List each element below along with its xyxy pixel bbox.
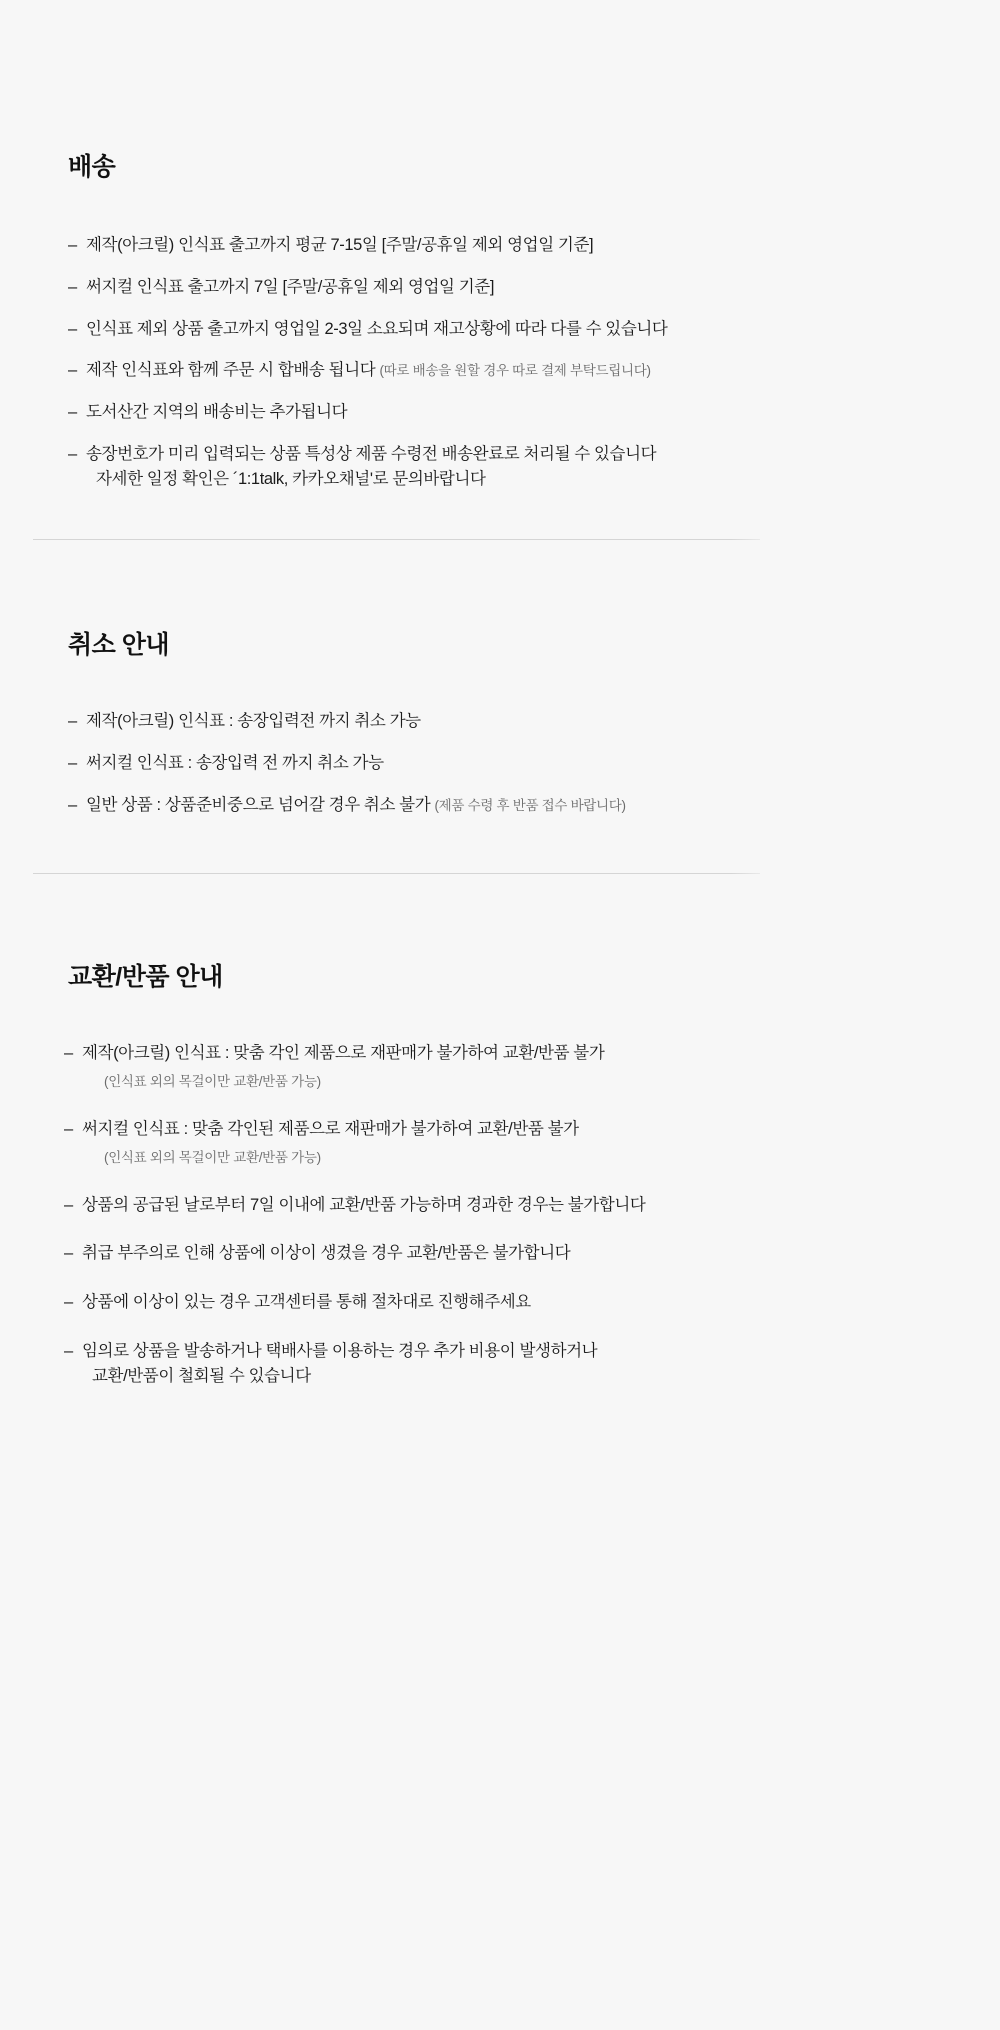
list-item-text: 송장번호가 미리 입력되는 상품 특성상 제품 수령전 배송완료로 처리될 수 있습니다 <box>86 444 657 463</box>
list-item-body <box>86 358 908 383</box>
list-item-body <box>82 1117 924 1169</box>
exchange-return-list <box>64 1041 924 1389</box>
list-item-text: 상품에 이상이 있는 경우 고객센터를 통해 절차대로 진행해주세요 <box>82 1293 531 1311</box>
list-item-body <box>86 275 908 300</box>
delivery-list <box>68 233 908 491</box>
list-item <box>68 709 908 734</box>
list-item <box>64 1041 924 1093</box>
list-item <box>68 233 908 258</box>
list-item-body <box>82 1193 924 1218</box>
list-item-body <box>82 1339 924 1389</box>
list-item-text: 도서산간 지역의 배송비는 추가됩니다 <box>86 403 348 421</box>
section-title-delivery: 배송 <box>68 153 116 181</box>
list-item-text-line2: 교환/반품이 철회될 수 있습니다 <box>92 1366 311 1385</box>
section-title-exchange-return: 교환/반품 안내 <box>68 962 223 991</box>
list-item-body <box>86 793 908 818</box>
list-item-body <box>86 233 908 258</box>
divider <box>33 539 760 540</box>
list-item-text: 제작(아크릴) 인식표 출고까지 평균 7-15일 [주말/공휴일 제외 영업일 기준] <box>86 236 594 254</box>
bullet-dash: – <box>64 1341 73 1360</box>
list-item <box>64 1117 924 1169</box>
list-item <box>64 1193 924 1218</box>
section-title-cancel: 취소 안내 <box>68 631 170 660</box>
cancel-list <box>68 709 908 817</box>
bullet-dash: – <box>64 1195 73 1214</box>
list-item-body <box>86 751 908 776</box>
list-item-text: 제작 인식표와 함께 주문 시 합배송 됩니다 <box>86 361 376 380</box>
bullet-dash: – <box>68 403 77 421</box>
list-item <box>68 317 908 342</box>
list-item-body <box>86 400 908 425</box>
list-item-text: 일반 상품 : 상품준비중으로 넘어갈 경우 취소 불가 <box>86 795 431 814</box>
list-item-body <box>86 317 908 342</box>
bullet-dash: – <box>64 1293 73 1311</box>
bullet-dash: – <box>64 1119 73 1138</box>
list-item-subnote: (인식표 외의 목걸이만 교환/반품 가능) <box>104 1150 321 1166</box>
list-item-text: 임의로 상품을 발송하거나 택배사를 이용하는 경우 추가 비용이 발생하거나 <box>82 1341 598 1360</box>
list-item-text: 상품의 공급된 날로부터 7일 이내에 교환/반품 가능하며 경과한 경우는 불가합니다 <box>82 1195 646 1214</box>
divider <box>33 873 760 874</box>
bullet-dash: – <box>68 754 77 772</box>
list-item-text: 써지컬 인식표 출고까지 7일 [주말/공휴일 제외 영업일 기준] <box>86 277 495 296</box>
bullet-dash: – <box>68 444 77 463</box>
section-exchange-return <box>0 957 1000 1389</box>
list-item <box>68 400 908 425</box>
bullet-dash: – <box>68 795 77 814</box>
bullet-dash: – <box>64 1244 73 1263</box>
list-item <box>68 751 908 776</box>
list-item-body <box>82 1041 924 1093</box>
bullet-dash: – <box>68 712 77 731</box>
list-item <box>64 1241 924 1266</box>
list-item-subnote: (인식표 외의 목걸이만 교환/반품 가능) <box>104 1074 321 1090</box>
list-item-text: 취급 부주의로 인해 상품에 이상이 생겼을 경우 교환/반품은 불가합니다 <box>82 1244 571 1263</box>
list-item <box>68 358 908 383</box>
section-delivery <box>0 147 1000 491</box>
list-item-text: 제작(아크릴) 인식표 : 송장입력전 까지 취소 가능 <box>86 712 421 731</box>
list-item <box>64 1339 924 1389</box>
list-item-text: 인식표 제외 상품 출고까지 영업일 2-3일 소요되며 재고상황에 따라 다를 수 있습니다 <box>86 319 668 338</box>
list-item-note: (제품 수령 후 반품 접수 바랍니다) <box>434 797 626 813</box>
bullet-dash: – <box>68 319 77 338</box>
list-item-text: 써지컬 인식표 : 맞춤 각인된 제품으로 재판매가 불가하여 교환/반품 불가 <box>82 1119 579 1138</box>
list-item-body <box>86 442 908 492</box>
list-item <box>68 275 908 300</box>
bullet-dash: – <box>68 361 77 380</box>
list-item-note: (따로 배송을 원할 경우 따로 결제 부탁드립니다) <box>379 363 651 379</box>
list-item <box>68 793 908 818</box>
bullet-dash: – <box>68 236 77 254</box>
list-item-body <box>82 1241 924 1266</box>
list-item-body <box>86 709 908 734</box>
list-item <box>64 1290 924 1315</box>
list-item-text: 제작(아크릴) 인식표 : 맞춤 각인 제품으로 재판매가 불가하여 교환/반품 불가 <box>82 1043 605 1062</box>
list-item-text: 써지컬 인식표 : 송장입력 전 까지 취소 가능 <box>86 754 384 772</box>
bullet-dash: – <box>64 1043 73 1062</box>
list-item-body <box>82 1290 924 1315</box>
product-policy-page <box>0 147 1000 2030</box>
section-cancel <box>0 625 1000 817</box>
bullet-dash: – <box>68 277 77 296</box>
list-item-text-line2: 자세한 일정 확인은 ´1:1talk, 카카오채널'로 문의바랍니다 <box>96 469 486 488</box>
list-item <box>68 442 908 492</box>
